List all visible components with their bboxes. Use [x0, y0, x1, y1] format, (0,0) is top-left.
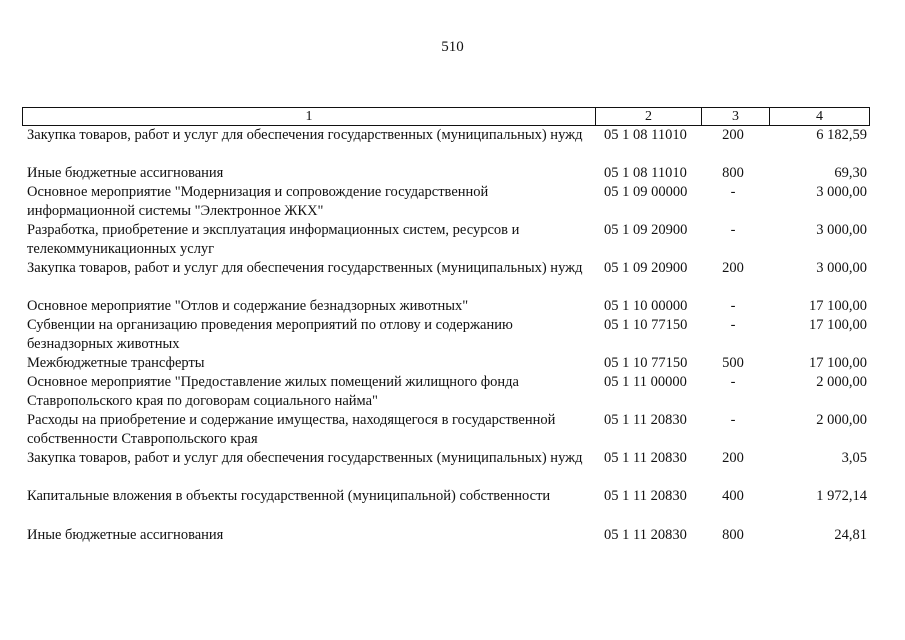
- table-row: [0, 126, 905, 164]
- column-header-1: 1: [23, 108, 596, 126]
- row-type: 500: [722, 355, 744, 371]
- table-row: [0, 487, 905, 506]
- table-row: [0, 297, 905, 316]
- row-type: 800: [722, 165, 744, 181]
- row-name: Разработка, приобретение и эксплуатация информационных систем, ресурсов и телекоммуникационных услуг: [27, 222, 520, 257]
- row-sum: 3 000,00: [816, 260, 867, 276]
- table-row: [0, 411, 905, 449]
- row-sum: 3 000,00: [816, 222, 867, 238]
- row-type: -: [730, 317, 736, 333]
- table-row: [0, 164, 905, 183]
- row-name: Основное мероприятие "Модернизация и сопровождение государственной информационной системы "Электронное ЖКХ": [27, 184, 489, 219]
- row-type: -: [730, 184, 736, 200]
- row-name: Межбюджетные трансферты: [27, 355, 205, 371]
- row-name: Субвенции на организацию проведения мероприятий по отлову и содержанию безнадзорных животных: [27, 317, 513, 352]
- row-name: Закупка товаров, работ и услуг для обеспечения государственных (муниципальных) нужд: [27, 260, 583, 276]
- budget-rows: [0, 126, 905, 545]
- row-sum: 17 100,00: [809, 317, 867, 333]
- row-code: 05 1 11 20830: [604, 412, 687, 428]
- row-name: Основное мероприятие "Предоставление жилых помещений жилищного фонда Ставропольского края по договорам социального найма": [27, 374, 519, 409]
- table-row: [0, 526, 905, 545]
- column-header-3: 3: [702, 108, 770, 126]
- table-row: [0, 183, 905, 221]
- row-type: 200: [722, 127, 744, 143]
- table-row: [0, 449, 905, 487]
- row-type: -: [730, 374, 736, 390]
- row-name: Иные бюджетные ассигнования: [27, 527, 224, 543]
- row-sum: 3 000,00: [816, 184, 867, 200]
- row-sum: 6 182,59: [816, 127, 867, 143]
- row-name: Закупка товаров, работ и услуг для обеспечения государственных (муниципальных) нужд: [27, 127, 583, 143]
- row-code: 05 1 10 77150: [604, 317, 688, 333]
- column-header-table: [22, 107, 870, 126]
- row-type: 400: [722, 488, 744, 504]
- row-sum: 2 000,00: [816, 374, 867, 390]
- row-sum: 3,05: [841, 450, 867, 466]
- row-type: 200: [722, 450, 744, 466]
- table-row: [0, 316, 905, 354]
- row-code: 05 1 11 20830: [604, 488, 687, 504]
- row-type: 200: [722, 260, 744, 276]
- row-sum: 2 000,00: [816, 412, 867, 428]
- page-number: 510: [441, 39, 464, 55]
- row-code: 05 1 09 20900: [604, 222, 688, 238]
- row-name: Капитальные вложения в объекты государственной (муниципальной) собственности: [27, 488, 551, 504]
- row-sum: 17 100,00: [809, 355, 867, 371]
- row-name: Основное мероприятие "Отлов и содержание безнадзорных животных": [27, 298, 469, 314]
- column-header-4: 4: [770, 108, 870, 126]
- row-type: 800: [722, 527, 744, 543]
- row-code: 05 1 08 11010: [604, 165, 687, 181]
- table-row: [0, 354, 905, 373]
- row-sum: 17 100,00: [809, 298, 867, 314]
- row-code: 05 1 08 11010: [604, 127, 687, 143]
- row-code: 05 1 11 20830: [604, 527, 687, 543]
- row-name: Иные бюджетные ассигнования: [27, 165, 224, 181]
- row-code: 05 1 09 00000: [604, 184, 688, 200]
- column-header-row: [23, 108, 870, 126]
- row-type: -: [730, 298, 736, 314]
- table-row: [0, 373, 905, 411]
- row-code: 05 1 11 00000: [604, 374, 687, 390]
- row-sum: 24,81: [834, 527, 867, 543]
- row-code: 05 1 09 20900: [604, 260, 688, 276]
- row-type: -: [730, 412, 736, 428]
- row-code: 05 1 10 00000: [604, 298, 688, 314]
- row-sum: 69,30: [834, 165, 867, 181]
- table-row: [0, 259, 905, 297]
- row-type: -: [730, 222, 736, 238]
- row-sum: 1 972,14: [816, 488, 867, 504]
- row-code: 05 1 11 20830: [604, 450, 687, 466]
- row-code: 05 1 10 77150: [604, 355, 688, 371]
- table-row: [0, 221, 905, 259]
- row-name: Закупка товаров, работ и услуг для обеспечения государственных (муниципальных) нужд: [27, 450, 583, 466]
- column-header-2: 2: [596, 108, 702, 126]
- row-name: Расходы на приобретение и содержание имущества, находящегося в государственной собственности Ставропольского края: [27, 412, 556, 447]
